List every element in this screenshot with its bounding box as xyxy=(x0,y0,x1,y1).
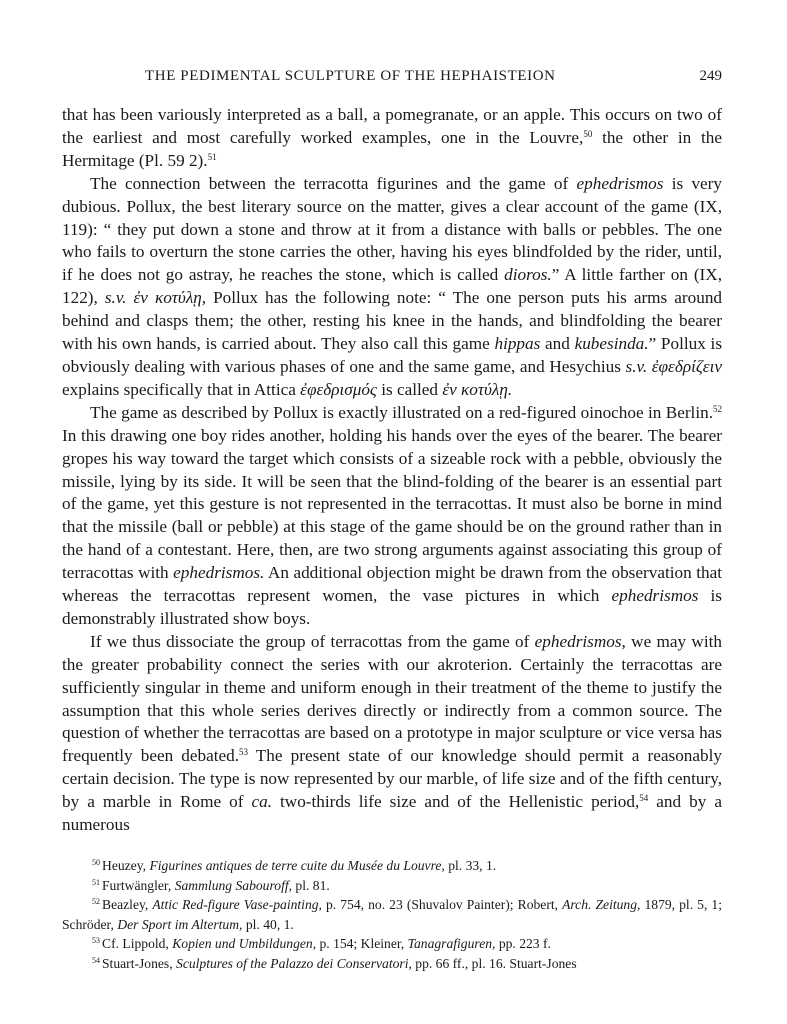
text-run: p. 754, no. 23 (Shuvalov Painter); Robert, xyxy=(321,897,563,912)
italic-term: kubesinda. xyxy=(574,334,649,354)
text-run: p. 154; Kleiner, xyxy=(316,936,408,951)
text-run: Beazley, xyxy=(102,897,153,912)
footnote-number: 53 xyxy=(92,936,100,945)
footnote-51 xyxy=(62,876,722,896)
main-text xyxy=(62,104,722,837)
text-run: is demonstrably illustrated show boys. xyxy=(62,586,722,628)
italic-title: Attic Red-figure Vase-painting, xyxy=(152,897,322,912)
text-run: is called xyxy=(376,379,443,399)
text-run: pl. 33, 1. xyxy=(444,858,497,873)
text-run: and by a numerous xyxy=(62,792,722,835)
text-run: ” A little farther on (IX, 122), xyxy=(62,265,722,308)
text-run: the other in the Hermitage (Pl. 59 2). xyxy=(62,127,722,170)
italic-title: Figurines antiques de terre cuite du Musée du Louvre, xyxy=(149,858,445,873)
italic-title: Sammlung Sabouroff, xyxy=(174,877,293,893)
page-number: 249 xyxy=(699,68,722,84)
italic-term: s.v. ἐφεδρίζειν xyxy=(625,356,722,376)
text-run: ” Pollux is obviously dealing with various phases of one and the same game, and Hesychius xyxy=(62,334,723,376)
text-run: two-thirds life size and of the Hellenistic period, xyxy=(271,792,640,812)
text-run: 1879, pl. 5, 1; Schröder, xyxy=(62,897,722,932)
text-run: Furtwängler, xyxy=(102,877,175,893)
paragraph-4 xyxy=(62,631,722,837)
footnote-ref: 52 xyxy=(713,403,722,414)
footnote-ref: 51 xyxy=(207,151,217,162)
text-run: If we thus dissociate the group of terracottas from the game of xyxy=(90,631,535,651)
text-run: Stuart-Jones, xyxy=(102,955,177,971)
text-run: is very dubious. Pollux, the best literary source on the matter, gives a clear account of the game (IX, 119): “ they put down a stone and throw at it from a distance with balls or pebbles. The one who fails to overturn the stone carries the other, having his eyes blindfolded by the rider, until, if he does not go astray, he reaches the stone, which is called xyxy=(62,173,722,285)
text-run: Cf. Lippold, xyxy=(102,936,173,951)
italic-term: ephedrismos xyxy=(576,173,664,193)
text-run: Heuzey, xyxy=(102,858,150,873)
page-header xyxy=(62,68,722,90)
italic-term: s.v. ἐν κοτύλῃ, xyxy=(104,288,207,308)
footnote-number: 52 xyxy=(92,897,100,906)
footnote-53 xyxy=(62,934,722,954)
paragraph-1 xyxy=(62,104,722,173)
text-run: pp. 66 ff., pl. 16. Stuart-Jones xyxy=(411,955,577,971)
text-run: pl. 81. xyxy=(292,877,330,893)
footnote-50 xyxy=(62,856,722,876)
footnote-54 xyxy=(62,954,722,974)
text-run: pp. 223 f. xyxy=(495,936,551,951)
text-run: The present state of our knowledge should permit a reasonably certain decision. The type is now represented by our marble, of life size and of the fifth century, by a marble in Rome of xyxy=(62,746,722,812)
italic-term: dioros. xyxy=(504,265,552,285)
paragraph-3 xyxy=(62,402,722,631)
running-title: THE PEDIMENTAL SCULPTURE OF THE HEPHAISTEION xyxy=(145,68,556,84)
footnote-number: 50 xyxy=(92,858,100,867)
italic-title: Der Sport im Altertum, xyxy=(117,916,243,932)
paragraph-2 xyxy=(62,173,722,402)
italic-term: ephedrismos. xyxy=(173,563,265,583)
footnote-number: 51 xyxy=(92,877,100,887)
italic-title: Arch. Zeitung, xyxy=(562,897,641,912)
footnote-52 xyxy=(62,895,722,934)
text-run: An additional objection might be drawn from the observation that whereas the terracottas represent women, the vase pictures in which xyxy=(62,563,722,606)
text-run: explains specifically that in Attica xyxy=(62,379,301,399)
italic-title: Kopien und Umbildungen, xyxy=(172,936,317,951)
italic-title: Sculptures of the Palazzo dei Conservatori, xyxy=(176,955,412,971)
text-run: that has been variously interpreted as a ball, a pomegranate, or an apple. This occurs on two of the earliest and most carefully worked examples, one in the Louvre, xyxy=(62,105,722,147)
footnote-ref: 50 xyxy=(583,128,593,139)
text-run: and xyxy=(540,334,575,354)
italic-term: ἐν κοτύλῃ. xyxy=(442,379,513,399)
text-run: The connection between the terracotta figurines and the game of xyxy=(90,173,577,193)
text-run: we may with the greater probability connect the series with our akroterion. Certainly the terracottas are sufficiently singular in theme and uniform enough in their treatment of the theme to justify the assumption that this whole series derives directly or indirectly from a common source. The question of whether the terracottas are based on a prototype in major sculpture or vice versa has frequently been debated. xyxy=(62,631,722,766)
italic-term: ἐφεδρισμός xyxy=(300,379,377,399)
italic-term: ephedrismos, xyxy=(534,631,626,651)
text-run: The game as described by Pollux is exactly illustrated on a red-figured oinochoe in Berlin. xyxy=(90,402,713,422)
italic-title: Tanagrafiguren, xyxy=(407,936,496,951)
footnote-ref: 53 xyxy=(239,747,249,758)
italic-term: hippas xyxy=(494,334,541,354)
footnote-ref: 54 xyxy=(639,793,649,804)
text-run: In this drawing one boy rides another, holding his hands over the eyes of the bearer. The bearer gropes his way toward the target which consists of a sizeable rock with a pebble, obviously the missile, lying by its side. It will be seen that the blind-folding of the bearer is an essential part of the game, yet this gesture is not represented in the terracottas. It must also be borne in mind that the missile (ball or pebble) at this stage of the game should be on the ground rather than in the hand of a contestant. Here, then, are two strong arguments against associating this group of terracottas with xyxy=(62,425,722,583)
text-run: Pollux has the following note: “ The one person puts his arms around behind and clasps them; the other, resting his knee in the hands, and blindfolding the bearer with his own hands, is carried about. They also call this game xyxy=(62,288,723,354)
footnote-number: 54 xyxy=(92,955,100,965)
text-run: pl. 40, 1. xyxy=(242,916,294,932)
italic-term: ca. xyxy=(251,792,272,812)
footnotes xyxy=(62,856,722,973)
italic-term: ephedrismos xyxy=(611,586,699,606)
